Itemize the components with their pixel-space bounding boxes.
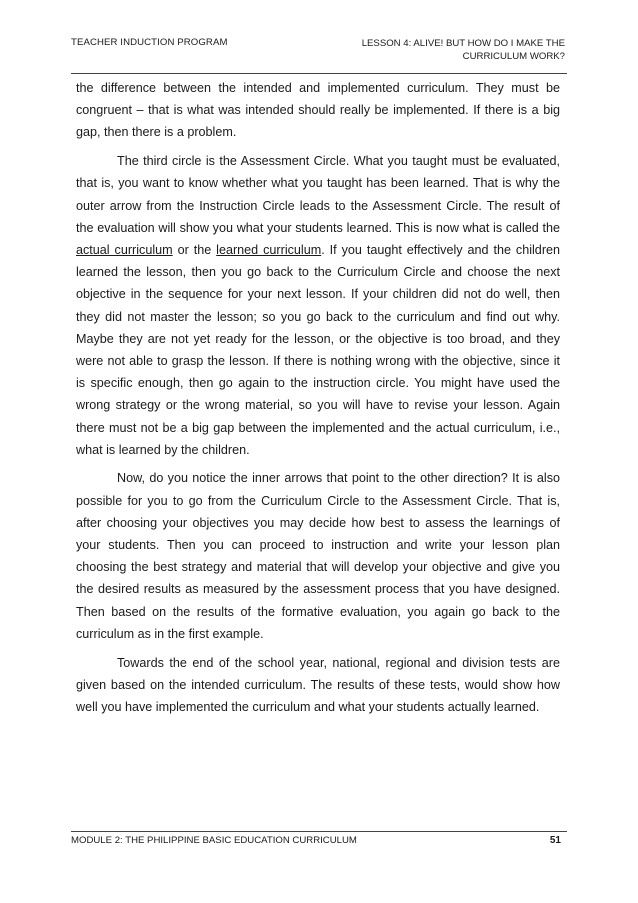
paragraph-2-text-end: . If you taught effectively and the children learned the lesson, then you go back to the Curriculum Circle and choose the next objective in the sequence for your next lesson. If your children did not do well, then they did not master the lesson; so you go back to the curriculum and find out why. Maybe they are not yet ready for the lesson, or the objective is too broad, and they were not able to grasp the lesson. If there is nothing wrong with the objective, since it is specific enough, then go again to the instruction circle. You might have used the wrong strategy or the wrong material, so you will have to revise your lesson. Again there must not be a big gap between the implemented and the actual curriculum, i.e., what is learned by the children. (76, 242, 561, 457)
page-header (71, 37, 567, 74)
paragraph-3: Now, do you notice the inner arrows that point to the other direction? It is also possible for you to go from the Curriculum Circle to the Assessment Circle. That is, after choosing your objectives you may decide how best to assess the learnings of your students. Then you can proceed to instruction and write your lesson plan choosing the best strategy and material that will develop your objective and give you the desired results as measured by the assessment process that you have designed. Then based on the results of the formative evaluation, you again go back to the curriculum as in the first example. (76, 471, 560, 641)
header-lesson-line-2: CURRICULUM WORK? (462, 51, 565, 62)
page-body (76, 77, 560, 725)
header-program-title: TEACHER INDUCTION PROGRAM (71, 37, 228, 48)
paragraph-4: Towards the end of the school year, national, regional and division tests are given based on the intended curriculum. The results of these tests, would show how well you have implemented the curriculum and what your students actually learned. (76, 655, 560, 714)
header-lesson-line-1: LESSON 4: ALIVE! BUT HOW DO I MAKE THE (361, 38, 565, 49)
page-number: 51 (549, 835, 561, 846)
footer-module-title: MODULE 2: THE PHILIPPINE BASIC EDUCATION CURRICULUM (71, 835, 357, 846)
paragraph-2 (76, 150, 560, 461)
term-actual-curriculum: actual curriculum (76, 242, 173, 257)
paragraph-1: the difference between the intended and implemented curriculum. They must be congruent – that is what was intended should really be implemented. If there is a big gap, then there is a problem. (76, 81, 560, 140)
header-lesson-title (362, 37, 565, 63)
term-learned-curriculum: learned curriculum (216, 242, 322, 257)
paragraph-2-text-between: or the (172, 242, 217, 257)
paragraph-2-text-start: The third circle is the Assessment Circle. What you taught must be evaluated, that is, you want to know whether what you taught has been learned. That is why the outer arrow from the Instruction Circle leads to the Assessment Circle. The result of the evaluation will show you what your students learned. This is now what is called the (76, 154, 560, 235)
page-footer (71, 831, 567, 846)
